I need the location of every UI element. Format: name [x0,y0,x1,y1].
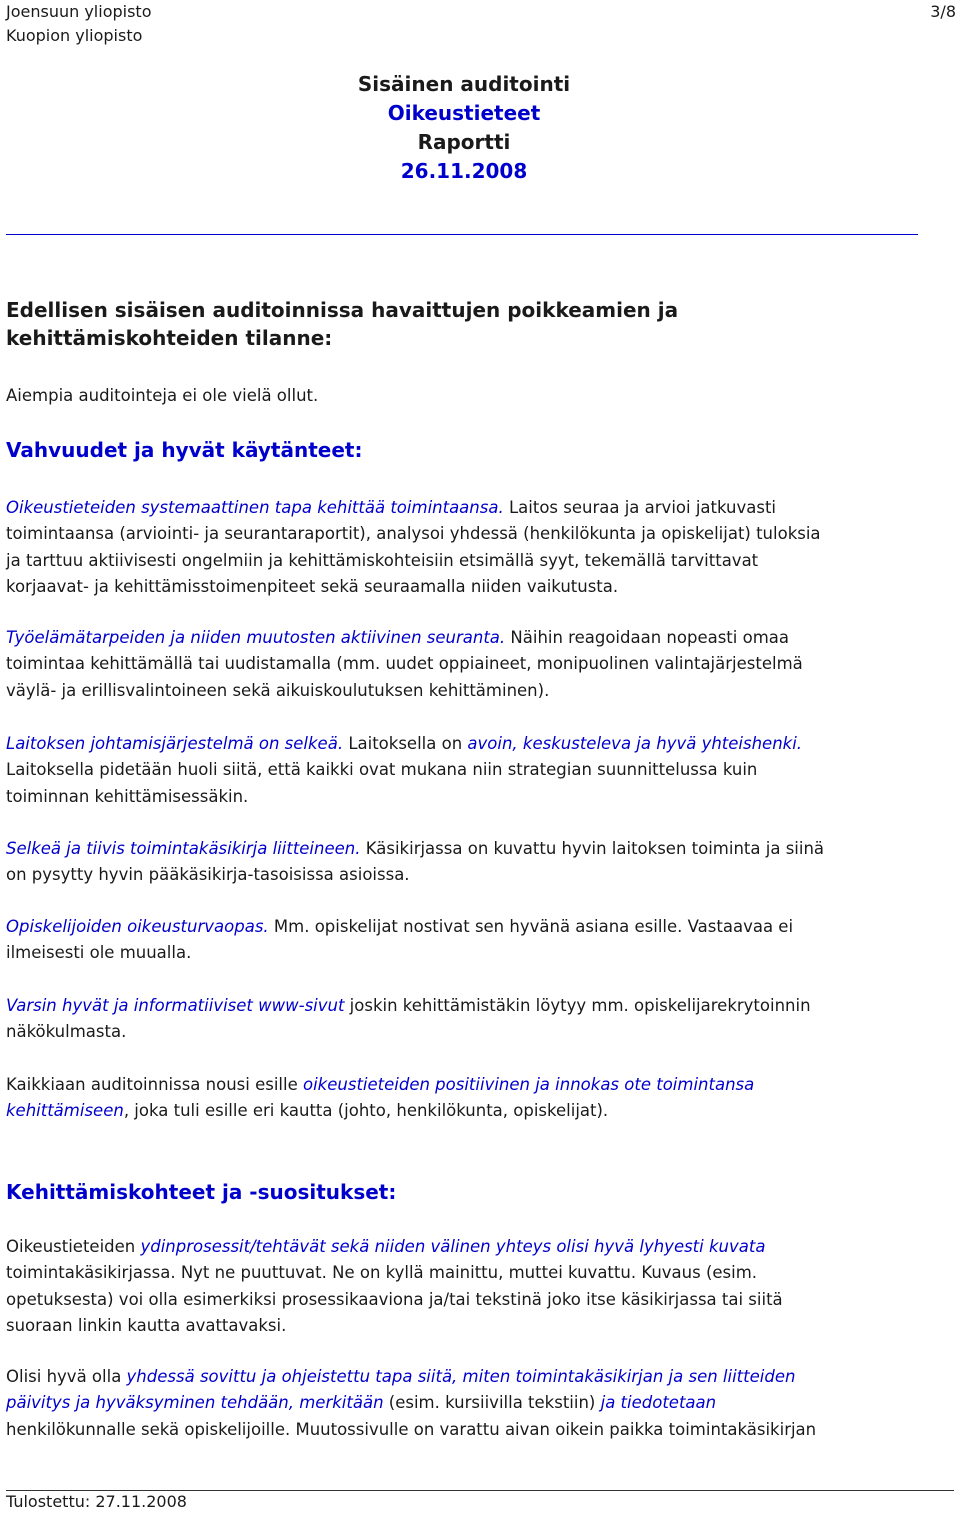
heading-previous-audit [6,296,936,352]
header-org-kuopio: Kuopion yliopisto [6,26,143,45]
text-line: henkilökunnalle sekä opiskelijoille. Muutossivulle on varattu aivan oikein paikka toimintakäsikirjan [6,1419,817,1439]
footer-divider [6,1490,954,1491]
text-span: Mm. opiskelijat nostivat sen hyvänä asiana esille. Vastaavaa ei [268,917,794,936]
text-line: toimintaansa (arviointi- ja seurantaraportit), analysoi yhdessä (henkilökunta ja opiskelijat) tuloksia [6,524,821,544]
title-divider [6,234,918,235]
strength-working-life-monitoring: Työelämätarpeiden ja niiden muutosten aktiivinen seuranta. [6,628,506,647]
previous-audit-body: Aiempia auditointeja ei ole vielä ollut. [6,386,319,405]
strengths-paragraph-5 [6,914,951,967]
text-span: Laitos seuraa ja arvioi jatkuvasti [503,498,777,517]
strength-management-system: Laitoksen johtamisjärjestelmä on selkeä. [6,734,344,753]
text-span: Olisi hyvä olla [6,1367,127,1386]
text-line: korjaavat- ja kehittämisstoimenpiteet sekä seuraamalla niiden vaikutusta. [6,576,619,596]
strengths-paragraph-3 [6,731,951,810]
title-line-3: Raportti [417,130,511,154]
text-line: toimintakäsikirjassa. Nyt ne puuttuvat. Ne on kyllä mainittu, muttei kuvattu. Kuvaus (esim. [6,1263,758,1283]
text-line: on pysytty hyvin pääkäsikirja-tasoisissa asioissa. [6,865,410,885]
page-number: 3/8 [930,2,956,21]
strength-systematic-development: Oikeustieteiden systemaattinen tapa kehittää toimintaansa. [6,498,504,517]
strengths-paragraph-4 [6,836,951,889]
header-org-joensuu: Joensuun yliopisto [6,2,152,21]
text-span: Kaikkiaan auditoinnissa nousi esille [6,1075,303,1094]
text-line: näkökulmasta. [6,1022,127,1042]
improvement-update-procedure: yhdessä sovittu ja ohjeistettu tapa siitä, miten toimintakäsikirjan ja sen liitteiden [126,1367,796,1386]
heading-previous-line-1: Edellisen sisäisen auditoinnissa havaittujen poikkeamien ja [6,298,679,322]
text-line: väylä- ja erillisvalintoineen sekä aikuiskoulutuksen kehittäminen). [6,680,550,700]
strength-website: Varsin hyvät ja informatiiviset www-sivut [6,996,345,1015]
heading-improvements: Kehittämiskohteet ja -suositukset: [6,1180,397,1204]
strength-handbook: Selkeä ja tiivis toimintakäsikirja liitteineen. [6,839,361,858]
text-line: toimintaa kehittämällä tai uudistamalla (mm. uudet oppiaineet, monipuolinen valintajärjestelmä [6,654,803,674]
strength-development-emphasis: kehittämiseen [6,1101,124,1121]
improvement-approval-marking: päivitys ja hyväksyminen tehdään, merkitään [6,1393,384,1413]
text-span: Laitoksella on [343,734,468,753]
heading-previous-line-2: kehittämiskohteiden tilanne: [6,326,333,350]
strengths-paragraph-1 [6,495,951,600]
strengths-paragraph-2 [6,625,951,704]
text-span: Näihin reagoidaan nopeasti omaa [505,628,789,647]
heading-strengths: Vahvuudet ja hyvät käytänteet: [6,438,363,462]
improvements-paragraph-1 [6,1234,951,1339]
text-span: Käsikirjassa on kuvattu hyvin laitoksen toiminta ja siinä [360,839,825,858]
strength-positive-attitude: oikeustieteiden positiivinen ja innokas ote toimintansa [303,1075,755,1094]
improvement-informing: ja tiedotetaan [600,1393,717,1413]
title-line-2: Oikeustieteet [387,101,541,125]
text-line: ja tarttuu aktiivisesti ongelmiin ja kehittämiskohteisiin etsimällä syyt, tekemällä tarvittavat [6,550,759,570]
text-line: Laitoksella pidetään huoli siitä, että kaikki ovat mukana niin strategian suunnittelussa kuin [6,760,758,780]
text-line: opetuksesta) voi olla esimerkiksi prosessikaaviona ja/tai tekstinä joko itse käsikirjassa tai siitä [6,1289,783,1309]
text-line: ilmeisesti ole muualla. [6,943,192,963]
text-span: joskin kehittämistäkin löytyy mm. opiskelijarekrytoinnin [344,996,811,1015]
header-organizations [6,0,151,48]
strength-legal-protection-guide: Opiskelijoiden oikeusturvaopas. [6,917,269,936]
title-date: 26.11.2008 [400,159,528,183]
strengths-paragraph-6 [6,993,951,1046]
strength-team-spirit: avoin, keskusteleva ja hyvä yhteishenki. [467,734,803,753]
text-span: (esim. kursiivilla tekstiin) [383,1393,601,1413]
text-span: Oikeustieteiden [6,1237,141,1256]
text-line: toiminnan kehittämisessäkin. [6,786,249,806]
strengths-paragraph-7 [6,1072,951,1125]
improvements-paragraph-2 [6,1364,951,1443]
title-line-1: Sisäinen auditointi [357,72,571,96]
document-title [0,70,928,186]
footer-printed-date: Tulostettu: 27.11.2008 [6,1492,187,1511]
improvement-core-processes: ydinprosessit/tehtävät sekä niiden välinen yhteys olisi hyvä lyhyesti kuvata [140,1237,766,1256]
text-span: , joka tuli esille eri kautta (johto, henkilökunta, opiskelijat). [123,1101,609,1121]
text-line: suoraan linkin kautta avattavaksi. [6,1315,287,1335]
